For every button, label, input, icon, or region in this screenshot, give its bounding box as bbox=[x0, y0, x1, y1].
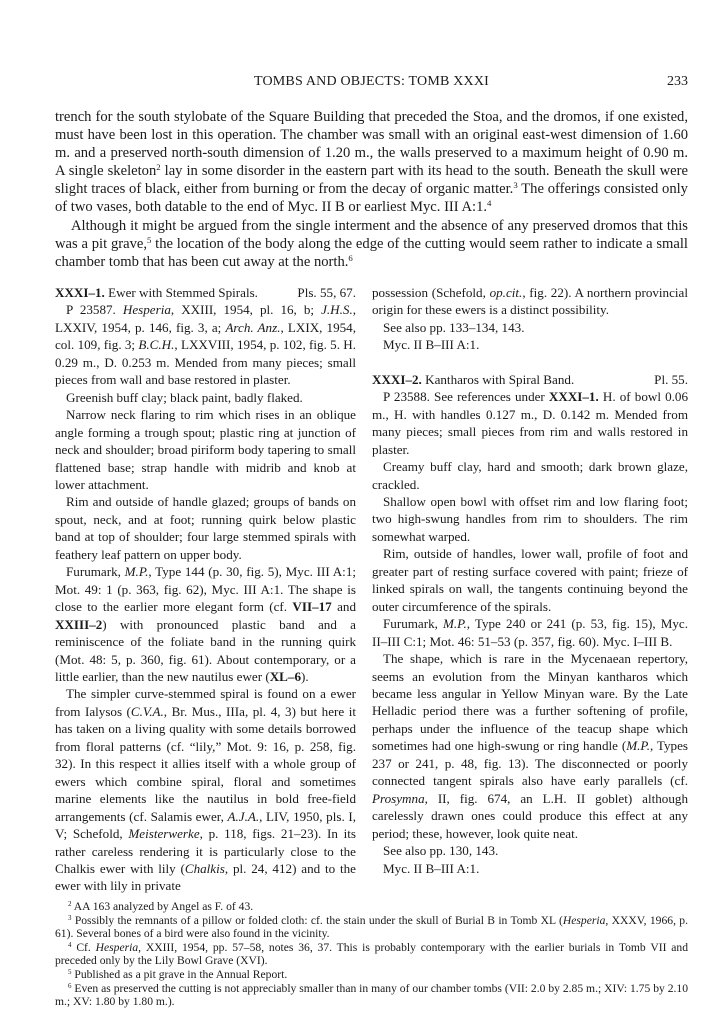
paragraph bbox=[55, 493, 356, 563]
text: , Type 144 (p. 30, fig. 5), Myc. III A:1; Mot. 49: 1 (p. 363, fig. 62), Myc. III A:1. The shape is close to the earlier more elegant form (cf. bbox=[55, 564, 356, 615]
entry-heading-xxxi-2 bbox=[372, 371, 688, 388]
text: Narrow neck flaring to rim which rises in an oblique angle forming a trough spout; plastic ring at junction of neck and shoulder; broad piriform body tapering to small flattened base; strap handle with midrib and knob at lower attachment. bbox=[55, 407, 356, 492]
paragraph bbox=[372, 545, 688, 615]
text: trench for the south stylobate of the Square Building that preceded the Stoa, and the dromos, if one existed, must have been lost in this operation. The chamber was small with an original east-west dimension of 1.60 m. and a preserved north-south dimension of 1.20 m., the walls preserved to a maximum height of 0.90 m. A single skeleton bbox=[55, 109, 688, 180]
paragraph bbox=[55, 217, 688, 271]
text: See also pp. 133–134, 143. bbox=[383, 319, 525, 335]
entry-1-body bbox=[55, 301, 356, 894]
running-header bbox=[55, 74, 688, 94]
italic-text: Prosymna bbox=[372, 790, 425, 806]
italic-text: Hesperia bbox=[562, 913, 606, 927]
entry-1-continuation bbox=[372, 284, 688, 354]
text: lay in some disorder in the eastern part with its head to the south. Beneath the skull were slight traces of black, either from burning or from the decay of organic matter. bbox=[55, 163, 688, 198]
text: , Types 237 or 241, p. 48, fig. 13). The disconnected or poorly connected tangent spirals also have early parallels (cf. bbox=[372, 738, 688, 789]
text: Even as preserved the cutting is not appreciably smaller than in many of our chamber tombs (VII: 2.0 by 2.85 m.; XIV: 1.75 by 2.10 m.; XV: 1.80 by 1.80 m.). bbox=[55, 981, 688, 1009]
italic-text: Hesperia bbox=[122, 302, 171, 318]
italic-text: Arch. Anz. bbox=[225, 319, 281, 335]
text: Rim and outside of handle glazed; groups of bands on spout, neck, and at foot; running quirk below plastic band at top of shoulder; four large stemmed spirals with feathery leaf pattern on upper body. bbox=[55, 494, 356, 562]
footnote-marker: 6 bbox=[348, 252, 353, 263]
text: , pl. 24, 412) and to the ewer with lily in private bbox=[55, 860, 356, 894]
footnote bbox=[55, 941, 688, 968]
footnote-marker: 6 bbox=[68, 981, 72, 990]
running-title: TOMBS AND OBJECTS: TOMB XXXI bbox=[253, 74, 490, 89]
right-column bbox=[372, 284, 688, 877]
entry-number: XXXI–1. bbox=[55, 285, 105, 300]
entry-heading-xxxi-1 bbox=[55, 284, 356, 301]
footnote-marker: 5 bbox=[68, 968, 72, 977]
text: Although it might be argued from the single interment and the absence of any preserved dromos that this was a pit grave, bbox=[55, 217, 688, 252]
paragraph bbox=[372, 336, 688, 353]
footnote-marker: 5 bbox=[147, 234, 152, 245]
text: The shape, which is rare in the Mycenaean repertory, seems an evolution from the Minyan kantharos which became less angular in Yellow Minyan ware. By the Late Helladic period there was a further softening of profile, perhaps under the influence of the teacup shape which sometimes had one high-swung or ring handle ( bbox=[372, 651, 688, 754]
footnote bbox=[55, 914, 688, 941]
paragraph bbox=[372, 319, 688, 336]
paragraph bbox=[55, 406, 356, 493]
entry-number: XXXI–2. bbox=[372, 371, 422, 387]
paragraph bbox=[55, 685, 356, 894]
italic-text: A.J.A. bbox=[227, 808, 260, 824]
footnote-marker: 4 bbox=[487, 198, 492, 209]
bold-reference: XL–6 bbox=[269, 668, 302, 684]
text: , LXXVIII, 1954, p. 102, fig. 5. H. 0.29 m., D. 0.253 m. Mended from many pieces; small pieces from wall and base restored in plaster. bbox=[55, 337, 357, 388]
text: Myc. II B–III A:1. bbox=[383, 860, 480, 876]
footnote-marker: 2 bbox=[68, 900, 72, 909]
footnote bbox=[55, 968, 688, 982]
text: , Br. Mus., IIIa, pl. 4, 3) but here it has taken on a living quality with some details borrowed from floral patterns (cf. “lily,” Mot. 9: 16, p. 258, fig. 32). In this respect it allies itself with a whole group of ewers which combine spiral, floral and sometimes marine elements like the nautilus in bold free-field arrangements (cf. Salamis ewer, bbox=[55, 703, 356, 824]
text: , LIV, 1950, pls. I, V; Schefold, bbox=[55, 808, 357, 842]
text: Myc. II B–III A:1. bbox=[383, 337, 480, 353]
text: , p. 118, figs. 21–23). In its rather careless rendering it is particularly close to the Chalkis ewer with lily ( bbox=[55, 826, 356, 876]
text: , fig. 22). A northern provincial origin for these ewers is a distinct possibility. bbox=[372, 285, 689, 318]
text: , XXIII, 1954, pp. 57–58, notes 36, 37. This is probably contemporary with the earlier burials in Tomb VII and preceded only by the Lily Bowl Grave (XVI). bbox=[55, 940, 689, 968]
italic-text: op.cit. bbox=[489, 285, 523, 300]
paragraph bbox=[372, 458, 688, 493]
text: Shallow open bowl with offset rim and low flaring foot; two high-swung handles from rim to shoulders. The rim somewhat warped. bbox=[372, 493, 688, 544]
paragraph bbox=[55, 389, 356, 406]
intro-text bbox=[55, 108, 688, 271]
paragraph bbox=[372, 650, 688, 842]
italic-text: Chalkis bbox=[184, 860, 225, 876]
italic-text: M.P. bbox=[443, 616, 467, 632]
italic-text: M.P. bbox=[626, 738, 650, 754]
text: possession (Schefold, bbox=[372, 285, 490, 300]
italic-text: M.P. bbox=[124, 564, 149, 580]
text: , XXXV, 1966, p. 61). Several bones of a bird were also found in the vicinity. bbox=[55, 913, 688, 941]
text: Published as a pit grave in the Annual Report. bbox=[71, 967, 288, 981]
bold-reference: XXXI–1. bbox=[548, 389, 599, 405]
italic-text: Hesperia bbox=[95, 940, 139, 954]
paragraph bbox=[55, 108, 688, 217]
paragraph bbox=[372, 493, 688, 545]
footnote-marker: 2 bbox=[156, 162, 161, 173]
text: The simpler curve-stemmed spiral is found on a ewer from Ialysos ( bbox=[55, 686, 356, 719]
text: AA 163 analyzed by Angel as F. of 43. bbox=[71, 900, 254, 913]
text: , Type 240 or 241 (p. 53, fig. 15), Myc. II–III C:1; Mot. 46: 51–53 (p. 357, fig. 60). Myc. I–III B. bbox=[372, 616, 689, 649]
entry-spacer bbox=[372, 354, 688, 371]
text: Greenish buff clay; black paint, badly flaked. bbox=[66, 389, 303, 405]
entry-2-body bbox=[372, 388, 688, 877]
text: , LXXIV, 1954, p. 146, fig. 3, a; bbox=[55, 302, 356, 335]
paragraph bbox=[55, 563, 356, 685]
text: Furumark, bbox=[383, 616, 443, 632]
text: Furumark, bbox=[66, 564, 125, 580]
entry-title: Kantharos with Spiral Band. bbox=[421, 371, 575, 387]
footnote-marker: 3 bbox=[68, 913, 72, 922]
left-column bbox=[55, 284, 356, 895]
footnote bbox=[55, 982, 688, 1009]
paragraph bbox=[372, 860, 688, 877]
entry-plates: Pl. 55. bbox=[654, 371, 688, 387]
page-number: 233 bbox=[667, 74, 688, 89]
text: the location of the body along the edge of the cutting would seem rather to indicate a small chamber tomb that has been cut away at the north. bbox=[55, 235, 688, 270]
entry-plates: Pls. 55, 67. bbox=[297, 285, 356, 300]
paragraph bbox=[372, 388, 688, 458]
footnote-marker: 3 bbox=[513, 180, 518, 191]
text: ). bbox=[301, 668, 309, 684]
footnote-marker: 4 bbox=[68, 940, 72, 949]
paragraph bbox=[55, 301, 356, 388]
text: ) with pronounced plastic band and a reminiscence of the foliate band in the running quirk (Mot. 48: 5, p. 360, fig. 61). About contemporary, or a little earlier, than the new nautilus ewer ( bbox=[55, 616, 356, 684]
bold-reference: XXIII–2 bbox=[55, 616, 103, 632]
text: Possibly the remnants of a pillow or folded cloth: cf. the stain under the skull of Burial B in Tomb XL ( bbox=[71, 913, 563, 927]
italic-text: C.V.A. bbox=[130, 703, 164, 719]
text: See also pp. 130, 143. bbox=[383, 843, 499, 859]
text: Creamy buff clay, hard and smooth; dark brown glaze, crackled. bbox=[372, 459, 688, 492]
text: Cf. bbox=[71, 940, 96, 954]
text: P 23588. See references under bbox=[383, 389, 549, 405]
italic-text: Meisterwerke bbox=[128, 826, 200, 842]
text: and bbox=[331, 599, 356, 615]
footnotes bbox=[55, 900, 688, 1009]
text: P 23587. bbox=[66, 302, 123, 318]
paragraph bbox=[372, 615, 688, 650]
footnote bbox=[55, 900, 688, 914]
text: , XXIII, 1954, pl. 16, b; bbox=[170, 302, 322, 318]
italic-text: J.H.S. bbox=[321, 302, 353, 318]
entry-title: Ewer with Stemmed Spirals. bbox=[104, 285, 258, 300]
bold-reference: VII–17 bbox=[292, 599, 332, 615]
paragraph bbox=[372, 284, 688, 319]
text: H. of bowl 0.06 m., H. with handles 0.127 m., D. 0.142 m. Mended from many pieces; small pieces from rim and walls restored in plaster. bbox=[372, 389, 688, 457]
paragraph bbox=[372, 842, 688, 859]
text: Rim, outside of handles, lower wall, profile of foot and greater part of resting surface covered with paint; frieze of linked spirals on wall, the tangents continuing beyond the outer circumference of the spirals. bbox=[372, 546, 688, 614]
text: The offerings consisted only of two vases, both datable to the end of Myc. II B or earliest Myc. III A:1. bbox=[55, 181, 688, 216]
text: , LXIX, 1954, col. 109, fig. 3; bbox=[55, 319, 357, 353]
italic-text: B.C.H. bbox=[138, 337, 175, 353]
text: , II, fig. 674, an L.H. II goblet) although carelessly drawn ones could produce this effect at any period; these, however, look quite neat. bbox=[372, 790, 688, 841]
